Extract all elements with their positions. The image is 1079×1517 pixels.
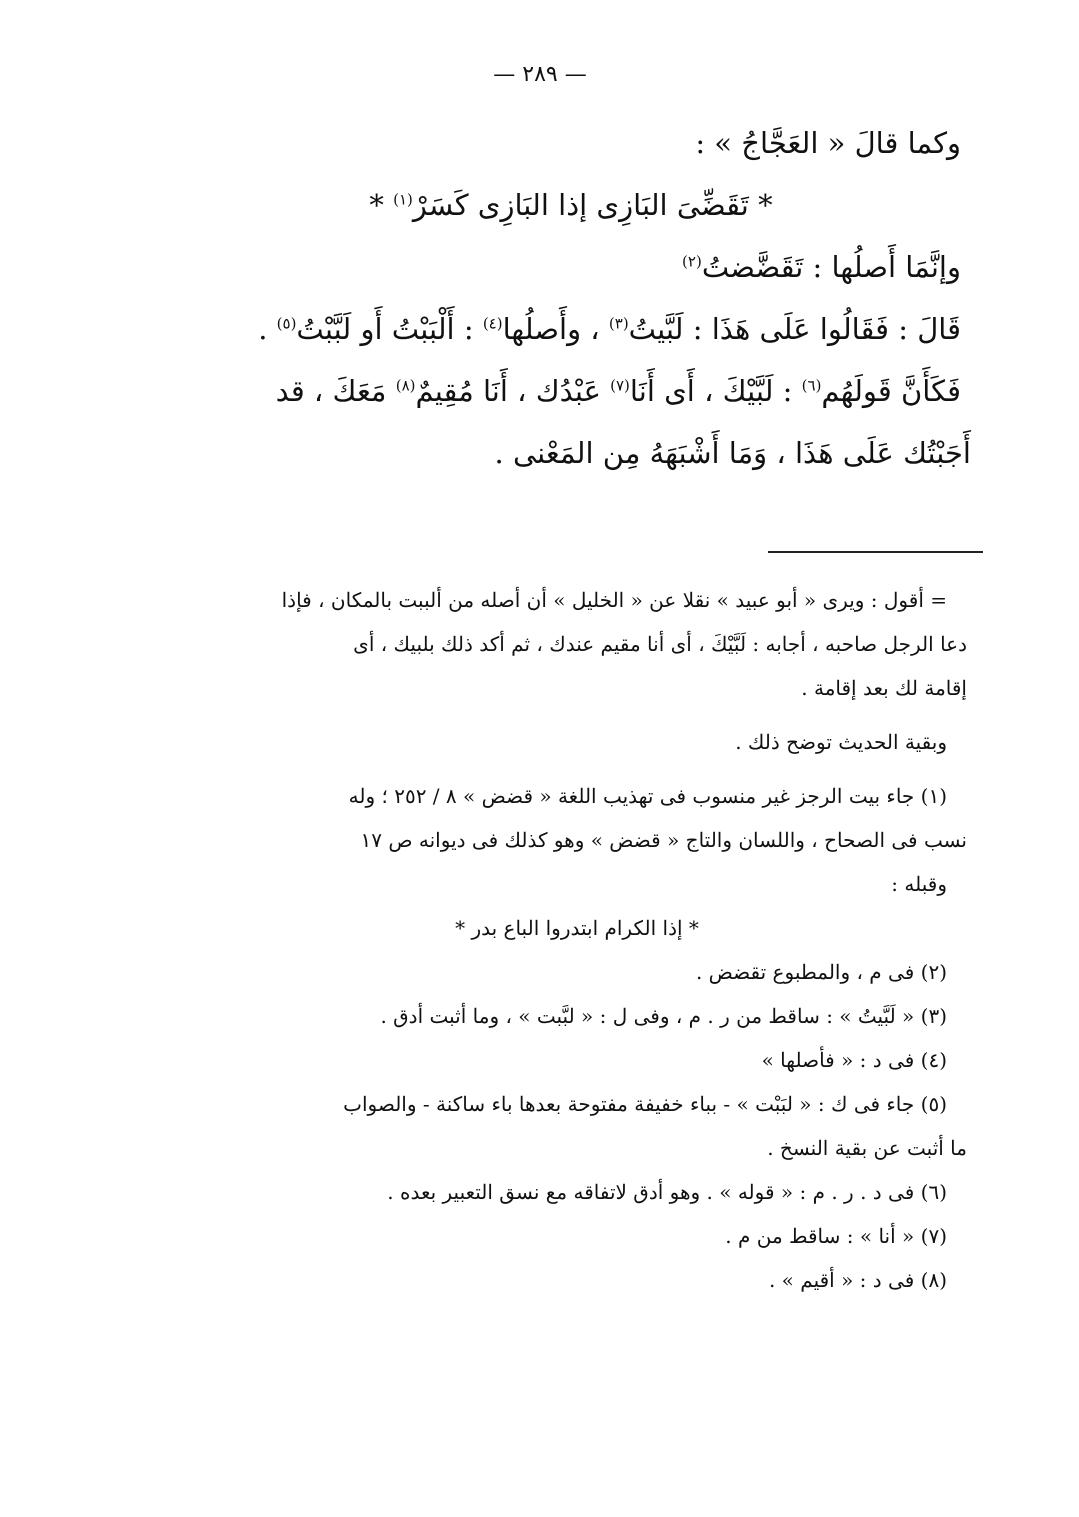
footnote-ref-5: (٥) <box>276 314 297 333</box>
footnote-6: (٦) فى د . ر . م : « قوله » . وهو أدق لاتفاقه مع نسق التعبير بعده . <box>387 1180 947 1204</box>
main-line-4-c: : أَلْبَبْتُ أَو لَبَّبْتُ <box>296 312 483 346</box>
footnote-ref-8: (٨) <box>395 376 416 395</box>
note-continuation-para-2: وبقية الحديث توضح ذلك . <box>735 730 947 754</box>
note-continuation-line-2: دعا الرجل صاحبه ، أجابه : لَبَّيْكَ ، أى أنا مقيم عندك ، ثم أكد ذلك بلبيك ، أى <box>353 632 967 656</box>
verse-text: * تَقَضِّىَ البَازِى إذا البَازِى كَسَرْ <box>412 188 773 222</box>
footnote-ref-4: (٤) <box>482 314 503 333</box>
footnote-ref-7: (٧) <box>610 376 630 395</box>
main-line-4-d: . <box>258 312 277 346</box>
footnote-separator <box>768 551 983 553</box>
footnotes <box>127 578 967 1302</box>
main-line-5-a: فَكَأَنَّ قَولَهُم <box>821 374 961 408</box>
footnote-ref-1: (١) <box>393 190 413 209</box>
footnote-5-line-1: (٥) جاء فى ك : « لبَبْت » - بباء خفيفة مفتوحة بعدها باء ساكنة - والصواب <box>343 1092 947 1116</box>
footnote-5-line-2: ما أثبت عن بقية النسخ . <box>767 1136 967 1160</box>
main-line-4 <box>121 298 961 360</box>
main-line-3-text: وإنَّمَا أَصلُها : تَقَضَّضتُ <box>701 250 961 284</box>
verse-end: * <box>369 188 394 222</box>
main-line-5-d: مَعَكَ ، قد <box>275 374 396 408</box>
footnote-ref-3: (٣) <box>608 314 629 333</box>
footnote-1-line-3: وقبله : <box>891 872 947 896</box>
footnote-2: (٢) فى م ، والمطبوع تقضض . <box>695 960 947 984</box>
footnote-7: (٧) « أنا » : ساقط من م . <box>725 1224 947 1248</box>
main-line-5 <box>121 360 961 422</box>
main-line-5-b: : لَبَّيْكَ ، أَى أَنَا <box>629 374 802 408</box>
footnote-1-verse: * إذا الكرام ابتدروا الباع بدر * <box>455 916 699 940</box>
main-line-4-b: ، وأَصلُها <box>502 312 609 346</box>
footnote-ref-2: (٢) <box>682 252 702 271</box>
rajaz-verse <box>121 174 961 236</box>
main-line-3 <box>121 236 961 298</box>
footnote-1-line-2: نسب فى الصحاح ، واللسان والتاج « قضض » وهو كذلك فى ديوانه ص ١٧ <box>360 828 967 852</box>
main-line-5-c: عَبْدُك ، أَنَا مُقِيمٌ <box>415 374 611 408</box>
note-continuation-line-3: إقامة لك بعد إقامة . <box>801 676 967 700</box>
main-line-4-a: قَالَ : فَقَالُوا عَلَى هَذَا : لَبَّيتُ <box>628 312 961 346</box>
note-continuation-line-1: = أقول : ويرى « أبو عبيد » نقلا عن « الخليل » أن أصله من ألببت بالمكان ، فإذا <box>281 588 947 612</box>
page-number: — ٢٨٩ — <box>493 62 587 87</box>
main-text <box>121 112 971 484</box>
footnote-4: (٤) فى د : « فأصلها » <box>761 1048 947 1072</box>
footnote-1-line-1: (١) جاء بيت الرجز غير منسوب فى تهذيب اللغة « قضض » ٨ / ٢٥٢ ؛ وله <box>348 784 947 808</box>
main-line-6: أَجَبْتُك عَلَى هَذَا ، وَمَا أَشْبَهَهُ مِن المَعْنى . <box>494 436 971 470</box>
main-line-1: وكما قالَ « العَجَّاجُ » : <box>695 126 961 160</box>
footnote-ref-6: (٦) <box>801 376 822 395</box>
footnote-8: (٨) فى د : « أقيم » . <box>768 1268 947 1292</box>
footnote-3: (٣) « لَبَّيتُ » : ساقط من ر . م ، وفى ل : « لبَّبت » ، وما أثبت أدق . <box>380 1004 947 1028</box>
